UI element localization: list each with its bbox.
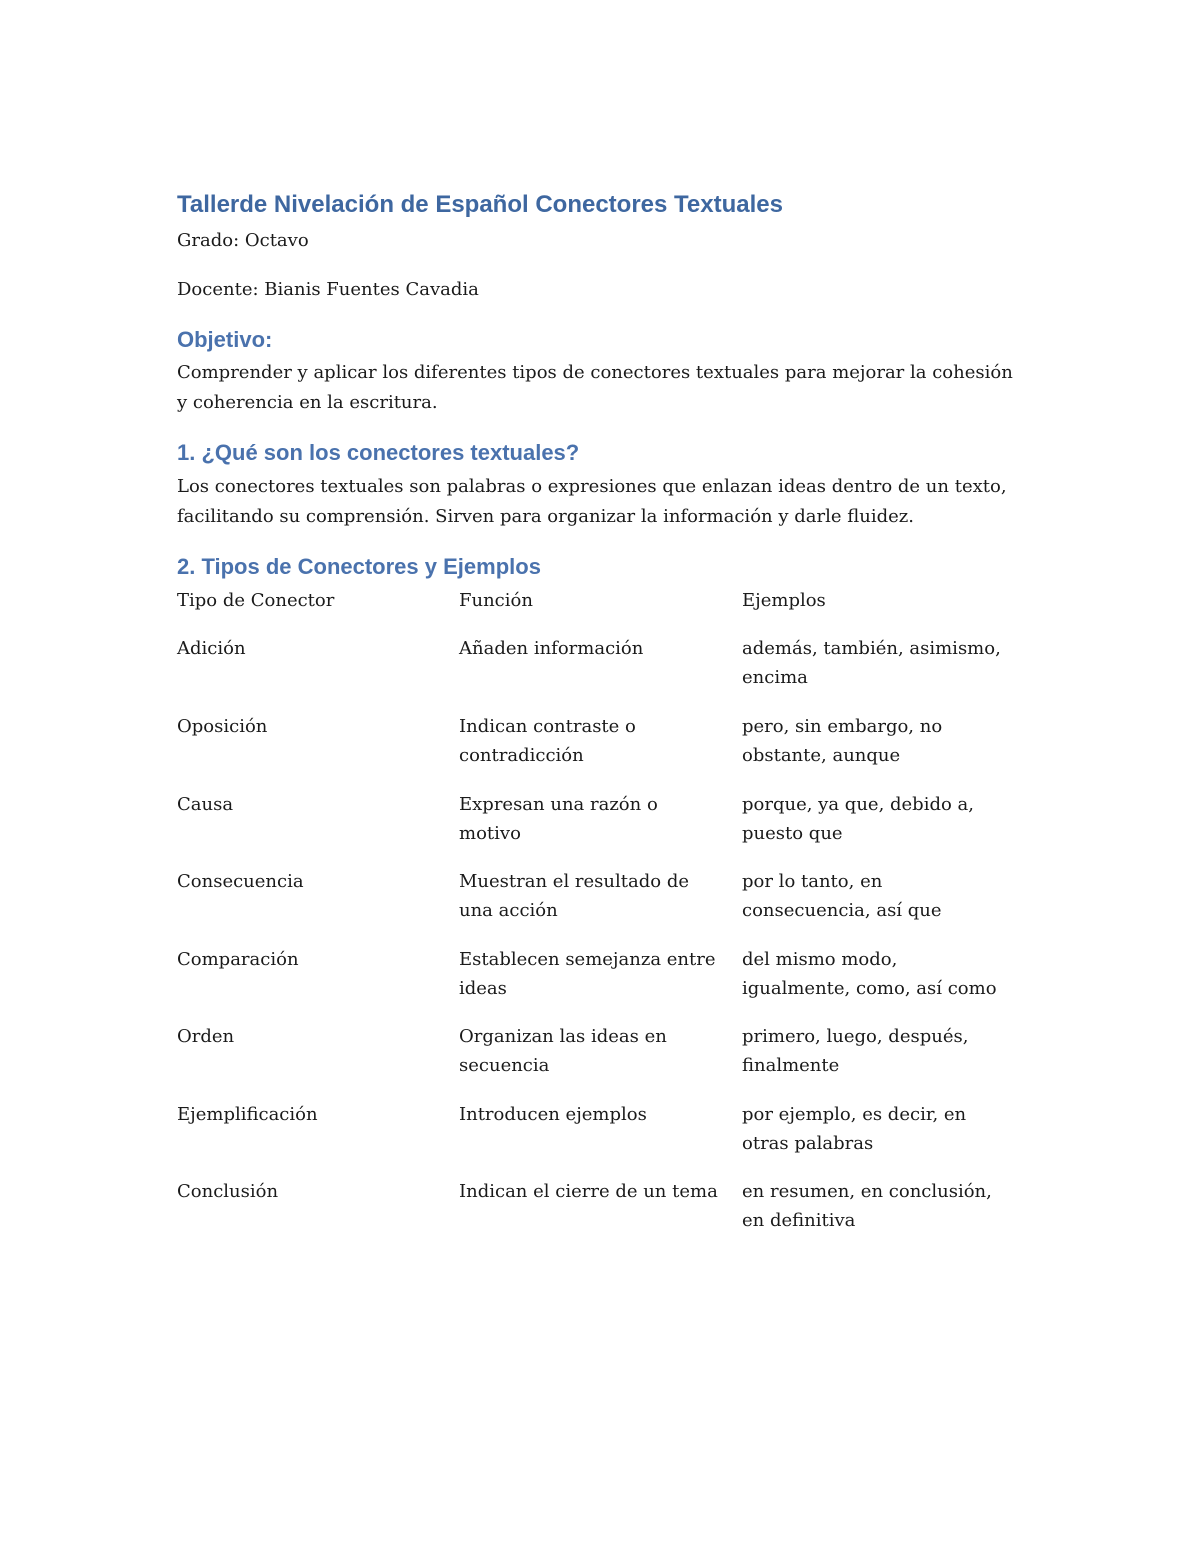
- section1-paragraph: [177, 472, 1027, 532]
- section2-heading: 2. Tipos de Conectores y Ejemplos: [177, 554, 541, 579]
- cell-funcion: Introducen ejemplos: [459, 1104, 647, 1125]
- cell-funcion: Organizan las ideas en secuencia: [459, 1026, 667, 1076]
- grade-line: Grado: Octavo: [177, 230, 309, 251]
- objective-line: y coherencia en la escritura.: [177, 392, 438, 413]
- section1-line: Los conectores textuales son palabras o expresiones que enlazan ideas dentro de un texto,: [177, 476, 1007, 497]
- cell-funcion: Indican el cierre de un tema: [459, 1181, 718, 1202]
- cell-tipo: Conclusión: [177, 1181, 279, 1202]
- cell-tipo: Orden: [177, 1026, 235, 1047]
- section1-line: facilitando su comprensión. Sirven para organizar la información y darle fluidez.: [177, 506, 914, 527]
- cell-tipo: Consecuencia: [177, 871, 304, 892]
- document-title: Tallerde Nivelación de Español Conectores Textuales: [177, 191, 783, 218]
- cell-ejemplos: porque, ya que, debido a, puesto que: [742, 794, 974, 844]
- cell-tipo: Comparación: [177, 949, 299, 970]
- cell-funcion: Muestran el resultado de una acción: [459, 871, 689, 921]
- header-funcion: Función: [459, 590, 533, 611]
- table-row: [177, 1100, 1027, 1160]
- header-ejemplos: Ejemplos: [742, 590, 826, 611]
- cell-ejemplos: primero, luego, después, finalmente: [742, 1026, 969, 1076]
- objective-line: Comprender y aplicar los diferentes tipos de conectores textuales para mejorar la cohesión: [177, 362, 1013, 383]
- cell-ejemplos: del mismo modo, igualmente, como, así como: [742, 949, 997, 999]
- cell-tipo: Adición: [177, 638, 246, 659]
- section1-heading: 1. ¿Qué son los conectores textuales?: [177, 440, 580, 465]
- cell-ejemplos: por ejemplo, es decir, en otras palabras: [742, 1104, 967, 1154]
- table-row: [177, 945, 1027, 1005]
- header-tipo: Tipo de Conector: [177, 590, 335, 611]
- objective-paragraph: [177, 358, 1027, 418]
- cell-tipo: Causa: [177, 794, 234, 815]
- teacher-line: Docente: Bianis Fuentes Cavadia: [177, 279, 479, 300]
- table-row: [177, 712, 1027, 772]
- cell-funcion: Indican contraste o contradicción: [459, 716, 636, 766]
- table-row: [177, 867, 1027, 927]
- table-row: [177, 1177, 1027, 1237]
- cell-ejemplos: pero, sin embargo, no obstante, aunque: [742, 716, 943, 766]
- cell-funcion: Establecen semejanza entre ideas: [459, 949, 716, 999]
- cell-tipo: Ejemplificación: [177, 1104, 318, 1125]
- cell-ejemplos: además, también, asimismo, encima: [742, 638, 1001, 688]
- table-row: [177, 634, 1027, 694]
- cell-funcion: Añaden información: [459, 638, 644, 659]
- cell-tipo: Oposición: [177, 716, 268, 737]
- table-row: [177, 790, 1027, 850]
- objective-heading: Objetivo:: [177, 327, 273, 352]
- cell-funcion: Expresan una razón o motivo: [459, 794, 658, 844]
- cell-ejemplos: en resumen, en conclusión, en definitiva: [742, 1181, 992, 1231]
- table-row: [177, 1022, 1027, 1082]
- cell-ejemplos: por lo tanto, en consecuencia, así que: [742, 871, 942, 921]
